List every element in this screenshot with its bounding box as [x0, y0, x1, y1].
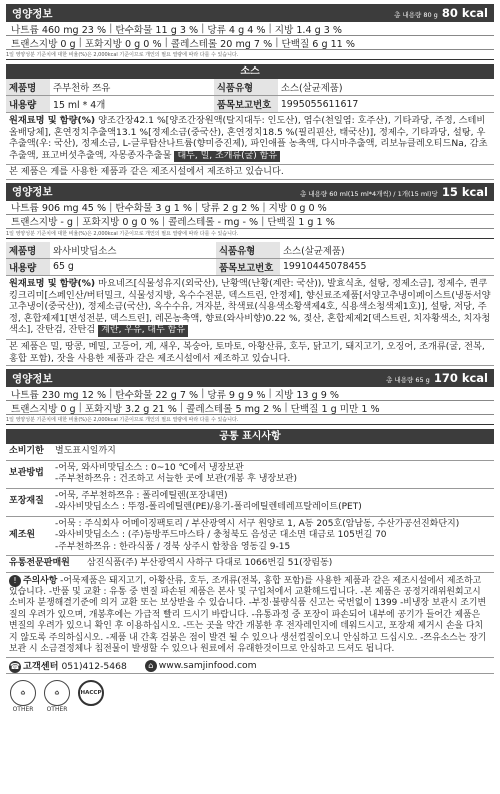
nutrition-row: 나트륨 906 mg 45 % | 탄수화물 3 g 1 % | 당류 2 g 2 % | 지방 0 g 0 % [6, 201, 494, 215]
report-number-label: 품목보고번호 [216, 258, 280, 275]
caution-label: 주의사항 [23, 575, 58, 586]
nutrient-sodium: 나트륨 460 mg 23 % [11, 24, 107, 36]
nutrient-cholesterol: 콜레스테롤 20 mg 7 % [170, 38, 273, 50]
packaging-line: -어묵, 주부천하쯔유 : 폴리에틸렌(포장내면) [55, 490, 228, 501]
ingredients-label: 원재료명 및 함량(%) [9, 277, 96, 289]
nutrition-header-1 [6, 4, 494, 22]
footer-contact [6, 658, 494, 674]
allergy-badge: 대두, 밀, 조개류(굴) 함유 [174, 151, 280, 163]
nutrition-kcal: 80 kcal [441, 6, 488, 20]
maker-line: -주부천하쯔유 : 한라식품 / 경북 상주시 함창읍 영동길 9-15 [55, 541, 291, 552]
sauce-section-bar: 소스 [6, 64, 494, 79]
caution-text: -어묵제품은 돼지고기, 아황산류, 호두, 조개류(전복, 홍합 포함)를 사용한 제품과 같은 제조시설에서 제조하고 있습니다. -반품 및 교환 : 유통 중 변질 파손된 제품은 본사 및 구입처에서 교환해드립니다. -본 제품은 공정거래위원회고시 소비자 분쟁해결기준에 의거 교환 또는 보상받을 수 있습니다. -부정·불량식품 신고는 국번없이 1399 -비냉장 보관시 조기변질의 우려가 있으며, 개봉후에는 가급적 빨리 드시기 바랍니다. -유통과정 중 포장이 파손되어 내부에 공기가 들어간 제품은 변질의 우려가 있으니 확인 후 이용하십시오. -뜨는 곳을 약간 개봉한 후 전자레인지에 데워드시고, 포장재 제거시 손을 다치지 않도록 주의하십시오. -제품 내 간혹 검붉은 점이 발견 될 수 있으나 생선껍질이오니 안심하고 드십시오. -쯔유소스는 장기보관 시 소금결정체나 침전물이 발생할 수 있으나 원료에서 유래한것이므로 안심하고 드셔도 됩니다. [9, 575, 487, 655]
seller-table [6, 556, 494, 573]
nutrient-carb: 탄수화물 3 g 1 % [115, 203, 192, 215]
product-name-value: 와사비맛딥소스 [50, 242, 216, 259]
recycle-icon: ♻ [44, 680, 70, 706]
nutrition-header-3 [6, 369, 494, 387]
ingredients-text: 마요네즈[식물성유지(외국산), 난황액(난황(계란: 국산)), 발효식초, 설탕, 정제소금], 정제수, 퀸쿠킹크리미[스페인산/버터밀크, 식물성지방, 옥수수전분, 덱스트린, 안정제], 향신료조제품[서양고추냉이페이스트(냉동서양고추냉이(중국산)), 정제소금(국산), 옥수수유, 겨자분, 착색료(식용색소황색제4호, 식용색소청색제1호)], 설탕, 저당, 주정, 혼합제제1[변성전분, 덱스트린], 레몬농축액, 향료(와사비향)0.22 %, 젖산, 혼합제제2[덱스트린, 치자황색소, 치자청색소], 잔탄검, 잔탄검 [9, 277, 491, 336]
nutrition-row: 트랜스지방 0 g | 포화지방 3.2 g 21 % | 콜레스테롤 5 mg 2 % | 단백질 1 g 미만 1 % [6, 401, 494, 415]
product-name-label: 제품명 [6, 79, 50, 96]
nutrient-sugar: 당류 2 g 2 % [201, 203, 260, 215]
cs-number: 051)412-5468 [61, 661, 127, 673]
certification-logos [6, 680, 494, 713]
nutrient-sugar: 당류 9 g 9 % [207, 389, 266, 401]
report-number-value: 19910445078455 [280, 258, 494, 275]
nutrition-row: 트랜스지방 - g | 포화지방 0 g 0 % | 콜레스테롤 - mg - % | 단백질 1 g 1 % [6, 215, 494, 229]
nutrition-amount: 총 내용량 80 g [394, 11, 438, 19]
nutrient-sodium: 나트륨 906 mg 45 % [11, 203, 107, 215]
food-type-value: 소스(살균제품) [278, 79, 494, 96]
nutrient-sat-fat: 포화지방 0 g 0 % [84, 38, 162, 50]
volume-value: 15 ml * 4개 [50, 96, 214, 113]
facility-notice: 본 제품은 밀, 땅콩, 메밀, 고등어, 게, 새우, 복숭아, 토마토, 아황산류, 호두, 닭고기, 돼지고기, 오징어, 조개류(굴, 전복, 홍합 포함), 잣을 사용한 제품과 같은 제조시설에서 제조하고 있습니다. [6, 340, 494, 366]
nutrient-protein: 단백질 6 g 11 % [281, 38, 355, 50]
common-section-bar: 공통 표시사항 [6, 429, 494, 444]
maker-line: -와사비맛딥소스 : (주)동방푸드마스타 / 충청북도 음성군 대소면 대금로 105번길 70 [55, 530, 387, 541]
nutrition-note: 1일 영양성분 기준치에 대한 비율(%)은 2,000kcal 기준이므로 개인의 필요 열량에 따라 다를 수 있습니다. [6, 229, 494, 239]
nutrition-title: 영양정보 [12, 186, 53, 199]
home-icon: ⌂ [145, 660, 157, 672]
facility-notice: 본 제품은 게를 사용한 제품과 같은 제조시설에서 제조하고 있습니다. [6, 165, 494, 180]
report-number-value: 1995055611617 [278, 96, 494, 113]
storage-line: -어묵, 와사비맛딥소스 : 0~10 ℃에서 냉장보관 [55, 462, 244, 473]
nutrient-sat-fat: 포화지방 3.2 g 21 % [84, 403, 177, 415]
food-type-label: 식품유형 [216, 242, 280, 259]
packaging-label: 포장재질 [6, 488, 52, 516]
recycle-icon: ♻ [10, 680, 36, 706]
maker-line: -어묵 : 주식회사 어메이징팩토리 / 부산광역시 서구 원양로 1, A동 205호(암남동, 수산가공선진화단지) [55, 518, 460, 529]
expiry-label: 소비기한 [6, 444, 52, 460]
volume-label: 내용량 [6, 258, 50, 275]
nutrient-fat: 지방 0 g 0 % [268, 203, 327, 215]
nutrient-fat: 지방 13 g 9 % [274, 389, 339, 401]
ingredients-block [6, 276, 494, 340]
nutrient-fat: 지방 1.4 g 3 % [274, 24, 343, 36]
ingredients-label: 원재료명 및 함량(%) [9, 115, 96, 126]
nutrient-sat-fat: 포화지방 0 g 0 % [82, 217, 159, 229]
seller-label: 유통전문판매원 [6, 556, 84, 572]
nutrition-row: 나트륨 230 mg 12 % | 탄수화물 22 g 7 % | 당류 9 g 9 % | 지방 13 g 9 % [6, 387, 494, 401]
nutrition-header-2 [6, 183, 494, 201]
nutrition-note: 1일 영양성분 기준치에 대한 비율(%)은 2,000kcal 기준이므로 개인의 필요 열량에 따라 다를 수 있습니다. [6, 415, 494, 425]
product-name-label: 제품명 [6, 242, 50, 259]
dip-info-table [6, 242, 494, 276]
website-link[interactable]: www.samjinfood.com [158, 659, 257, 671]
recycle-logo: ♻ OTHER [10, 680, 36, 713]
nutrition-kcal: 15 kcal [441, 184, 488, 199]
nutrient-trans-fat: 트랜스지방 0 g [11, 38, 76, 50]
sauce-info-table [6, 79, 494, 113]
phone-icon: ☎ [10, 662, 20, 672]
seller-value: 삼진식품(주) 부산광역시 사하구 다대로 1066번길 51(장림동) [84, 556, 494, 572]
report-number-label: 품목보고번호 [214, 96, 278, 113]
nutrient-carb: 탄수화물 11 g 3 % [115, 24, 199, 36]
nutrition-note: 1일 영양성분 기준치에 대한 비율(%)은 2,000kcal 기준이므로 개인의 필요 열량에 따라 다를 수 있습니다. [6, 50, 494, 60]
ingredients-text: 양조간장42.1 %[양조간장원액(탈지대두: 인도산), 염수(천일염: 호주산), 기타과당, 주정, 스테비올배당체], 혼연정치추출액13.1 %[정제소금(중국산), 혼연정치18.5 %(필리핀산, 태국산)], 정제수, 기타과당, 설탕, 우추출액(우: 국산), 정제소금, L-글루탐산나트륨(향미증진제), 파인애플 농축액, 다시마추출액, 리보뉴클레오티드Na, 감초추출액, 표고버섯추출액, 자몽종자추출물 [9, 115, 488, 161]
packaging-line: -와사비맛딥소스 : 뚜껑-폴리에틸렌(PE)/용기-폴리에틸렌테레프탈레이트(PET) [55, 502, 362, 513]
label-sheet [6, 4, 494, 713]
caution-block [6, 573, 494, 659]
allergy-badge: 계란, 우유, 대두 함유 [98, 325, 188, 337]
cs-label: 고객센터 [23, 661, 59, 673]
nutrition-title: 영양정보 [12, 7, 53, 20]
nutrient-trans-fat: 트랜스지방 - g [11, 217, 73, 229]
nutrition-row: 트랜스지방 0 g | 포화지방 0 g 0 % | 콜레스테롤 20 mg 7 % | 단백질 6 g 11 % [6, 36, 494, 50]
nutrient-protein: 단백질 1 g 미만 1 % [290, 403, 380, 415]
nutrition-title: 영양정보 [12, 372, 53, 385]
nutrient-carb: 탄수화물 22 g 7 % [115, 389, 199, 401]
nutrient-sugar: 당류 4 g 4 % [207, 24, 266, 36]
storage-label: 보관방법 [6, 460, 52, 488]
nutrient-protein: 단백질 1 g 1 % [267, 217, 335, 229]
volume-label: 내용량 [6, 96, 50, 113]
volume-value: 65 g [50, 258, 216, 275]
nutrition-amount: 총 내용량 60 ml(15 ml*4개씩) / 1개(15 ml)당 [300, 189, 438, 198]
haccp-icon: HACCP [78, 680, 104, 706]
nutrient-cholesterol: 콜레스테롤 - mg - % [168, 217, 259, 229]
storage-line: -주부천하쯔유 : 건조하고 서늘한 곳에 보관(개봉 후 냉장보관) [55, 474, 297, 485]
nutrition-row: 나트륨 460 mg 23 % | 탄수화물 11 g 3 % | 당류 4 g 4 % | 지방 1.4 g 3 % [6, 22, 494, 36]
food-type-value: 소스(살균제품) [280, 242, 494, 259]
haccp-logo [78, 680, 104, 713]
nutrition-kcal: 170 kcal [433, 371, 488, 386]
nutrient-sodium: 나트륨 230 mg 12 % [11, 389, 107, 401]
food-type-label: 식품유형 [214, 79, 278, 96]
maker-label: 제조원 [6, 516, 52, 556]
recycle-logo: ♻ OTHER [44, 680, 70, 713]
info-icon: ! [9, 575, 21, 587]
product-name-value: 주부천하 쯔유 [50, 79, 214, 96]
nutrient-trans-fat: 트랜스지방 0 g [11, 403, 76, 415]
common-info-table [6, 444, 494, 556]
ingredients-block [6, 113, 494, 165]
expiry-value: 별도표시일까지 [52, 444, 494, 460]
nutrient-cholesterol: 콜레스테롤 5 mg 2 % [186, 403, 282, 415]
nutrition-amount: 총 내용량 65 g [386, 376, 430, 385]
